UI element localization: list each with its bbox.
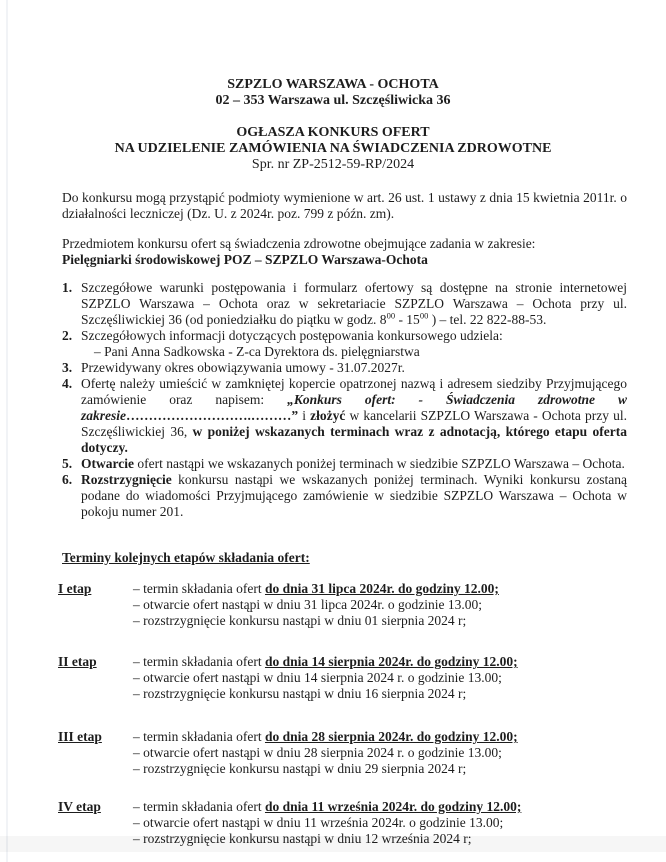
item1-text-end: ) – tel. 22 822-88-53.	[428, 312, 547, 327]
list-item-text	[81, 472, 627, 520]
schedule-stages	[58, 581, 627, 847]
stage-lines	[133, 729, 627, 777]
list-item-1	[62, 280, 627, 328]
stage-label: III etap	[58, 729, 102, 744]
item1-text: Szczegółowe warunki postępowania i formularz ofertowy są dostępne na stronie internetowej SZPZLO Warszawa – Ochota oraz w sekretariacie SZPZLO Warszawa – Ochota przy ul. Szczęśliwickiej 36 (od poniedziałku do piątku w godz. 8	[81, 280, 627, 327]
list-item-number: 1.	[62, 280, 73, 295]
document-body	[58, 190, 628, 847]
list-item-number: 6.	[62, 472, 73, 487]
list-item-text	[81, 456, 627, 472]
item6-text: konkursu nastąpi we wskazanych poniżej terminach. Wyniki konkursu zostaną podane do wiadomości Przyjmującego zamówienie w siedzibie SZPZLO Warszawa – Ochota w pokoju numer 201.	[81, 472, 627, 519]
scan-edge-artifact	[6, 0, 8, 862]
list-item-text	[81, 376, 627, 456]
list-item-number: 5.	[62, 456, 73, 471]
opening-line: – otwarcie ofert nastąpi w dniu 14 sierpnia 2024 r. o godzinie 13.00;	[133, 670, 502, 685]
deadline-line	[133, 729, 627, 745]
deadline-prefix: – termin składania ofert	[133, 654, 265, 669]
item5-bold-start: Otwarcie	[81, 456, 134, 471]
list-item-3	[62, 360, 627, 376]
opening-line: – otwarcie ofert nastąpi w dniu 28 sierpnia 2024 r. o godzinie 13.00;	[133, 745, 502, 760]
scan-band-artifact	[0, 836, 666, 852]
item5-text: ofert nastąpi we wskazanych poniżej terminach w siedzibie SZPZLO Warszawa – Ochota.	[133, 456, 625, 471]
list-item-4	[62, 376, 627, 456]
resolution-line: – rozstrzygnięcie konkursu nastąpi w dniu 29 sierpnia 2024 r;	[133, 761, 467, 776]
stage-label: IV etap	[58, 799, 101, 814]
list-item-number: 4.	[62, 376, 73, 391]
deadline-line	[133, 654, 627, 670]
opening-line: – otwarcie ofert nastąpi w dniu 31 lipca 2024r. o godzinie 13.00;	[133, 597, 483, 612]
resolution-line: – rozstrzygnięcie konkursu nastąpi w dniu 12 września 2024 r;	[133, 831, 472, 846]
subject-paragraph	[62, 236, 627, 268]
deadline-line	[133, 799, 627, 815]
envelope-label-quote: „Konkurs ofert: - Świadczenia zdrowotne w zakresie	[81, 392, 627, 423]
list-item-number: 3.	[62, 360, 73, 375]
item2-text: Szczegółowych informacji dotyczących postępowania konkursowego udziela:	[81, 328, 503, 343]
announcement-title-line2: NA UDZIELENIE ZAMÓWIENIA NA ŚWIADCZENIA ZDROWOTNE	[114, 141, 552, 156]
deadline-prefix: – termin składania ofert	[133, 581, 265, 596]
deadline-prefix: – termin składania ofert	[133, 729, 265, 744]
case-number: Spr. nr ZP-2512-59-RP/2024	[251, 157, 415, 172]
item6-bold-start: Rozstrzygnięcie	[81, 472, 172, 487]
schedule-stage-1	[58, 581, 627, 629]
deadline-prefix: – termin składania ofert	[133, 799, 265, 814]
resolution-line: – rozstrzygnięcie konkursu nastąpi w dniu 01 sierpnia 2024 r;	[133, 613, 467, 628]
conditions-list	[62, 280, 627, 520]
header-gap	[0, 109, 666, 125]
deadline-line	[133, 581, 627, 597]
org-address: 02 – 353 Warszawa ul. Szczęśliwicka 36	[215, 93, 451, 108]
item4-conj: i	[298, 408, 311, 423]
list-item-6	[62, 472, 627, 520]
list-item-number: 2.	[62, 328, 73, 343]
stage-label: I etap	[58, 581, 92, 596]
subject-text: Przedmiotem konkursu ofert są świadczenia zdrowotne obejmujące zadania w zakresie:	[62, 236, 536, 251]
deadline-date: do dnia 14 sierpnia 2024r. do godziny 12.00;	[264, 654, 518, 669]
list-item-text	[81, 328, 627, 360]
resolution-line: – rozstrzygnięcie konkursu nastąpi w dniu 16 sierpnia 2024 r;	[133, 686, 467, 701]
deadline-date: do dnia 31 lipca 2024r. do godziny 12.00;	[264, 581, 499, 596]
subject-name: Pielęgniarki środowiskowej POZ – SZPZLO Warszawa-Ochota	[62, 252, 428, 267]
list-item-5	[62, 456, 627, 472]
intro-paragraph: Do konkursu mogą przystąpić podmioty wymienione w art. 26 ust. 1 ustawy z dnia 15 kwietnia 2011r. o działalności leczniczej (Dz. U. z 2024r. poz. 799 z późn. zm).	[62, 190, 627, 221]
stage-label: II etap	[58, 654, 97, 669]
list-item-text: Przewidywany okres obowiązywania umowy - 31.07.2027r.	[81, 360, 405, 375]
hours-superscript: 00	[419, 310, 429, 321]
contact-person-line: – Pani Anna Sadkowska - Z-ca Dyrektora ds. pielęgniarstwa	[94, 344, 420, 359]
item4-bold-submit: złożyć	[310, 408, 346, 423]
item4-text-mid: w kancelarii SZPZLO Warszawa - Ochota przy ul. Szczęśliwickiej 36,	[81, 408, 627, 439]
hours-superscript: 00	[386, 310, 396, 321]
stage-lines	[133, 581, 627, 629]
schedule-stage-3	[58, 729, 627, 777]
list-item-2	[62, 328, 627, 360]
item4-text-start: Ofertę należy umieścić w zamkniętej kopercie opatrzonej nazwą i adresem siedziby Przyjmującego zamówienie oraz napisem:	[81, 376, 627, 407]
stage-lines	[133, 654, 627, 702]
opening-line: – otwarcie ofert nastąpi w dniu 11 września 2024r. o godzinie 13.00;	[133, 815, 504, 830]
org-name: SZPZLO WARSZAWA - OCHOTA	[227, 77, 439, 92]
schedule-stage-2	[58, 654, 627, 702]
announcement-title-line1: OGŁASZA KONKURS OFERT	[236, 125, 430, 140]
item4-bold-end: w poniżej wskazanych terminach wraz z adnotacją, którego etapu oferta dotyczy.	[81, 424, 628, 455]
dotted-blank: ……………………….………”	[126, 408, 299, 423]
deadline-date: do dnia 28 sierpnia 2024r. do godziny 12.00;	[264, 729, 518, 744]
deadline-date: do dnia 11 września 2024r. do godziny 12.00;	[264, 799, 522, 814]
schedule-heading: Terminy kolejnych etapów składania ofert:	[62, 550, 310, 565]
list-item-text	[81, 280, 627, 328]
document-header	[0, 77, 666, 173]
item1-text-mid: - 15	[395, 312, 420, 327]
